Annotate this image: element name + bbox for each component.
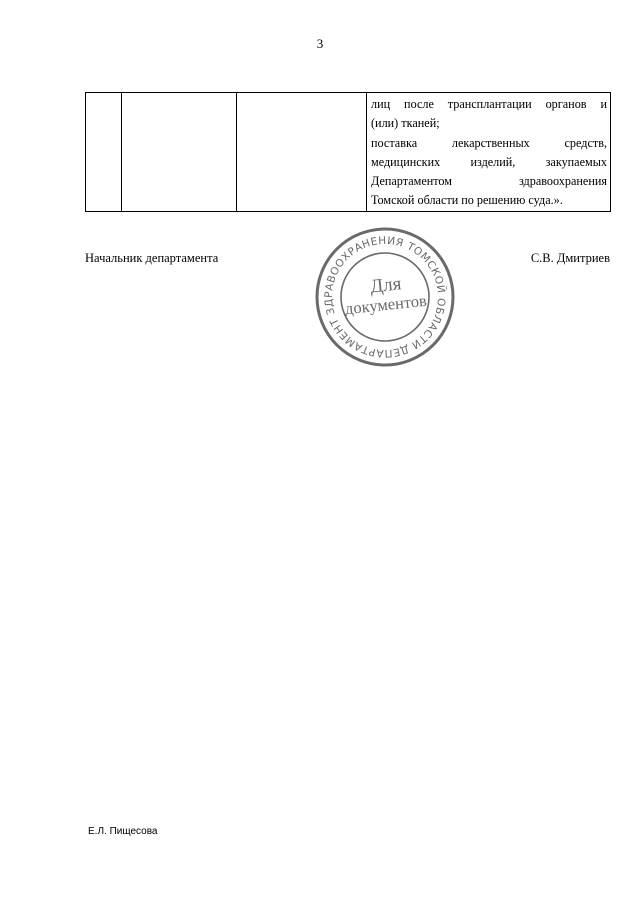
table-text-line: (или) тканей; <box>371 116 440 131</box>
table-text-line: медицинских изделий, закупаемых <box>371 154 607 169</box>
table-row <box>86 93 611 212</box>
table-cell-description <box>367 93 611 212</box>
table-text-line: лиц после трансплантации органов и <box>371 97 607 111</box>
signer-name: С.В. Дмитриев <box>530 251 610 265</box>
document-table <box>85 92 611 212</box>
table-cell-basis <box>237 93 367 212</box>
table-cell-number <box>86 93 122 212</box>
page-number: 3 <box>316 36 324 51</box>
executor-name: Е.Л. Пищесова <box>88 826 158 837</box>
seal-ring-text: ДЕПАРТАМЕНТ ЗДРАВООХРАНЕНИЯ ТОМСКОЙ ОБЛАСТИ <box>322 234 448 360</box>
table-text-line: Томской области по решению суда.». <box>371 193 563 208</box>
official-seal <box>310 226 460 368</box>
seal-center-line1: Для <box>369 273 403 298</box>
seal-center-line2: документов <box>343 290 428 319</box>
table-text-line: Департаментом здравоохранения <box>371 174 607 189</box>
signer-position: Начальник департамента <box>85 251 219 265</box>
table-text-line: поставка лекарственных средств, <box>371 135 607 150</box>
table-cell-name <box>122 93 237 212</box>
